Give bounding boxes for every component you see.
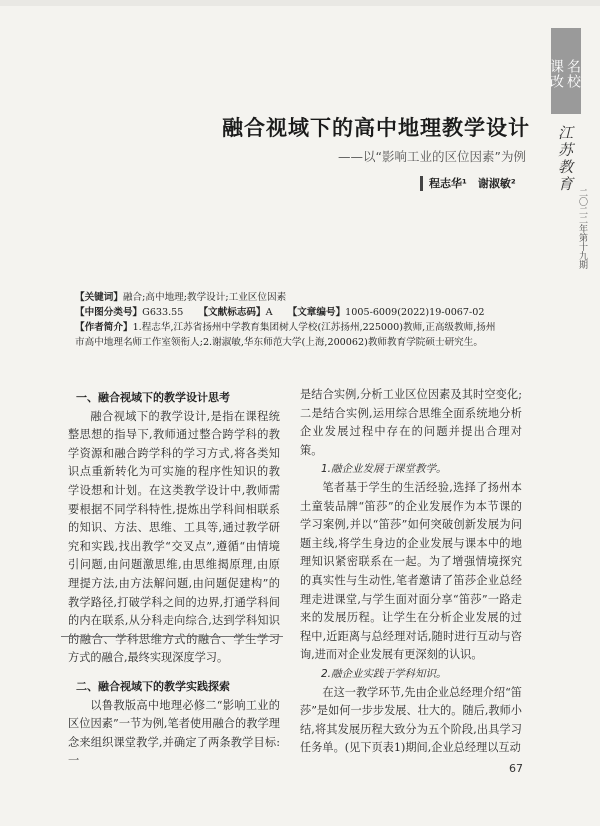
article-authors: 程志华¹ 谢淑敏² xyxy=(420,176,537,191)
keywords-label: 【关键词】 xyxy=(75,292,123,303)
left-column xyxy=(68,386,280,771)
article-title: 融合视域下的高中地理教学设计 xyxy=(222,116,530,140)
right-column xyxy=(300,386,522,758)
paragraph: 在这一教学环节,先由企业总经理介绍“笛莎”是如何一步步发展、壮大的。随后,教师小结,将其发展历程大致分为五个阶段,出具学习任务单。(见下页表1)期间,企业总经理以互动 xyxy=(300,685,522,755)
article-meta xyxy=(75,290,545,350)
top-strip xyxy=(0,0,600,6)
author-intro-row-2 xyxy=(75,335,545,350)
author-intro-line-2: 市高中地理名师工作室领衔人;2.谢淑敏,华东师范大学(上海,200062)教师教育学院硕士研究生。 xyxy=(75,337,483,348)
section-tab xyxy=(548,28,581,114)
subsection-heading-2: 2.融企业实践于学科知识。 xyxy=(321,667,447,680)
doc-code-label: 【文献标志码】 xyxy=(198,307,266,318)
paragraph: 是结合实例,分析工业区位因素及其时空变化;二是结合实例,运用综合思维全面系统地分析企业发展过程中存在的问题并提出合理对策。 xyxy=(300,388,522,457)
article-subtitle: ——以“影响工业的区位因素”为例 xyxy=(338,149,526,164)
author-intro-label: 【作者简介】 xyxy=(75,322,133,333)
clc-label: 【中图分类号】 xyxy=(75,307,143,318)
paragraph: 融合视域下的教学设计,是指在课程统整思想的指导下,教师通过整合跨学科的教学资源和融合跨学科的学习方式,将各类知识点重新转化为可实施的程序性知识的教学设想和计划。在这类教学设计中,教师需要根据不同学科特性,提炼出学科间相联系的知识、方法、思维、工具等,通过教学研究和实践,找出教学“交叉点”,遵循“由情境引问题,由问题激思维,由思维揭原理,由原理提方法,由方法解问题,由问题促建构”的教学路径,打破学科之间的边界,打通学科间的内在联系,从分科走向综合,达到学科知识的融合、学科思维方式的融合、学生学习方式的融合,最终实现深度学习。 xyxy=(68,409,280,665)
doc-code-value: A xyxy=(265,307,273,318)
keywords-value: 融合;高中地理;教学设计;工业区位因素 xyxy=(122,292,287,303)
keywords-row xyxy=(75,290,545,305)
journal-issue: 二〇二二年第十九期 xyxy=(577,188,587,269)
clc-value: G633.55 xyxy=(142,307,184,318)
journal-name: 江苏教育 xyxy=(556,125,574,193)
paragraph: 以鲁教版高中地理必修二“影响工业的区位因素”一节为例,笔者使用融合的教学理念来组织课堂教学,并确定了两条教学目标:一 xyxy=(68,698,280,768)
author-intro-line-1: 1.程志华,江苏省扬州中学教育集团树人学校(江苏扬州,225000)教师,正高级教师,扬州 xyxy=(132,322,496,333)
article-no-value: 1005-6009(2022)19-0067-02 xyxy=(345,307,485,318)
page-number: 67 xyxy=(509,762,523,775)
classification-row xyxy=(75,305,545,320)
section-heading-1: 一、融合视域下的教学设计思考 xyxy=(76,391,230,404)
paragraph: 笔者基于学生的生活经验,选择了扬州本土童装品牌“笛莎”的企业发展作为本节课的学习案例,并以“笛莎”如何突破创新发展为问题主线,将学生身边的企业发展与课本中的地理知识紧密联系在一起。为了增强情境探究的真实性与生动性,笔者邀请了笛莎企业总经理走进课堂,与学生面对面分享“笛莎”一路走来的发展历程。让学生在分析企业发展的过程中,近距离与总经理对话,随时进行互动与咨询,进而对企业发展有更深刻的认识。 xyxy=(300,480,522,662)
author-intro-row xyxy=(75,320,545,335)
article-no-label: 【文章编号】 xyxy=(287,307,346,318)
section-divider xyxy=(61,636,283,637)
section-heading-2: 二、融合视域下的教学实践探索 xyxy=(76,679,230,693)
subsection-heading-1: 1.融企业发展于课堂教学。 xyxy=(321,463,447,476)
section-tab-line-1: 名校 xyxy=(565,59,581,89)
section-tab-line-2: 课改 xyxy=(548,59,564,89)
